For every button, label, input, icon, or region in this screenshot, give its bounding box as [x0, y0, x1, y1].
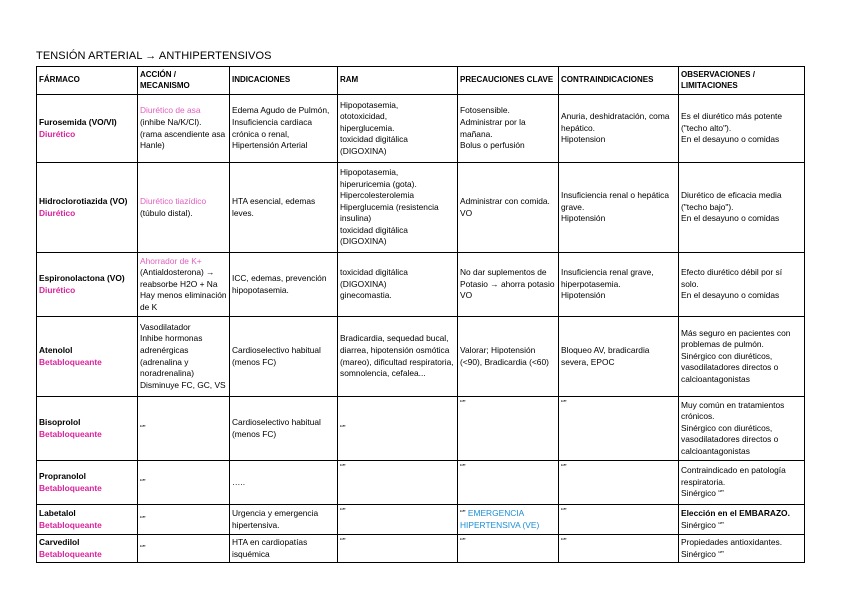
indications-text: …..: [232, 476, 246, 487]
indications-text: HTA en cardiopatías isquémica: [232, 536, 308, 559]
contraindications-cell: [559, 253, 679, 317]
table-header-row: [37, 67, 805, 95]
observations-text: Diurético de eficacia media ("techo bajo").: [681, 190, 782, 212]
precautions-cell: [458, 95, 559, 163]
observations-text: Muy común en tratamientos crónicos.: [681, 399, 785, 422]
action-text: “”: [140, 542, 146, 553]
drug-family: Betabloqueante: [39, 356, 102, 367]
contraindications-cell: [559, 505, 679, 535]
precautions-text: Valorar; Hipotensión (<90), Bradicardia (<60): [460, 344, 549, 367]
header-precauciones: PRECAUCIONES CLAVE: [458, 67, 559, 95]
drug-name: Hidroclorotiazida (VO): [39, 195, 128, 206]
action-text: Disminuye FC, GC, VS: [140, 379, 226, 390]
indications-cell: [230, 397, 338, 461]
precautions-text: “”: [460, 536, 466, 546]
indications-text: HTA esencial, edemas leves.: [232, 195, 316, 218]
contraindications-text: Hipotension: [561, 134, 606, 145]
indications-text: Cardioselectivo habitual (menos FC): [232, 416, 321, 439]
table-row: [37, 95, 805, 163]
drug-cell: [37, 461, 138, 505]
action-text: “”: [140, 513, 146, 524]
contraindications-cell: [559, 397, 679, 461]
drug-name: Atenolol: [39, 344, 73, 355]
observations-text: Sinérgico con diuréticos, vasodilatadores directos o calcioantagonistas: [681, 350, 779, 384]
action-text: (inhibe Na/K/Cl).: [140, 116, 202, 127]
contraindications-text: Hipotensión: [561, 213, 606, 224]
table-row: [37, 397, 805, 461]
contraindications-cell: [559, 95, 679, 163]
ram-text: ototoxicidad,: [340, 111, 388, 122]
action-text: (rama ascendiente asa Hanle): [140, 128, 226, 151]
action-text: “”: [140, 476, 146, 487]
drug-cell: [37, 253, 138, 317]
observations-text: Sinérgico “”: [681, 488, 724, 499]
observations-text: Contraindicado en patología respiratoria.: [681, 465, 786, 487]
contraindications-text: Insuficiencia renal grave, hiperpotasemia.: [561, 267, 654, 289]
action-cell: [138, 253, 230, 317]
indications-text: Cardioselectivo habitual (menos FC): [232, 344, 321, 367]
observations-cell: [679, 505, 805, 535]
precautions-cell: [458, 461, 559, 505]
observations-text: Sinérgico con diuréticos, vasodilatadores directos o calcioantagonistas: [681, 422, 779, 456]
contraindications-text: Bloqueo AV, bradicardia severa, EPOC: [561, 344, 650, 367]
action-class: Diurético tiazídico: [140, 195, 207, 206]
ram-text: “”: [340, 506, 346, 516]
observations-text: Más seguro en pacientes con problemas de pulmón.: [681, 327, 791, 350]
ram-text: “”: [340, 536, 346, 546]
drug-cell: [37, 397, 138, 461]
ram-text: hiperglucemia.: [340, 122, 395, 133]
precautions-cell: [458, 317, 559, 397]
drug-name: Bisoprolol: [39, 416, 81, 427]
ram-text: Bradicardia, sequedad bucal, diarrea, hipotensión osmótica (mareo), dificultad respiratoria, somnolencia, cefalea...: [340, 333, 454, 379]
ram-text: toxicidad digitálica (DIGOXINA): [340, 267, 408, 289]
contraindications-text: “”: [561, 506, 567, 516]
drug-family: Betabloqueante: [39, 519, 102, 530]
drug-family: Diurético: [39, 207, 76, 218]
indications-cell: [230, 461, 338, 505]
indications-cell: [230, 535, 338, 563]
action-text: Vasodilatador: [140, 321, 191, 332]
precautions-cell: [458, 397, 559, 461]
contraindications-text: “”: [561, 536, 567, 546]
observations-text: En el desayuno o comidas: [681, 290, 780, 301]
antihypertensives-table: [36, 66, 805, 563]
indications-text: Urgencia y emergencia hipertensiva.: [232, 507, 319, 530]
ram-text: “”: [340, 462, 346, 472]
indications-text: ICC, edemas, prevención hipopotasemia.: [232, 272, 327, 295]
ram-cell: [338, 505, 458, 535]
contraindications-text: Hipotensión: [561, 290, 606, 301]
table-row: [37, 461, 805, 505]
contraindications-cell: [559, 461, 679, 505]
action-cell: [138, 461, 230, 505]
observations-cell: [679, 317, 805, 397]
ram-cell: [338, 163, 458, 253]
page-title: TENSIÓN ARTERIAL → ANTHIPERTENSIVOS: [36, 50, 272, 62]
ram-text: toxicidad digitálica (DIGOXINA): [340, 224, 408, 247]
indications-cell: [230, 253, 338, 317]
drug-cell: [37, 535, 138, 563]
precautions-cell: [458, 505, 559, 535]
drug-name: Carvedilol: [39, 536, 80, 547]
table-row: [37, 505, 805, 535]
ram-text: “”: [340, 422, 346, 433]
drug-cell: [37, 317, 138, 397]
observations-cell: [679, 95, 805, 163]
drug-cell: [37, 163, 138, 253]
indications-cell: [230, 505, 338, 535]
drug-name: Furosemida (VO/VI): [39, 116, 117, 127]
contraindications-text: Insuficiencia renal o hepática grave.: [561, 190, 670, 212]
table-row: [37, 163, 805, 253]
indications-cell: [230, 95, 338, 163]
precautions-text: Fotosensible.: [460, 105, 510, 116]
action-text: (Antialdosterona) → reabsorbe H2O + Na: [140, 267, 218, 289]
drug-name: Espironolactona (VO): [39, 272, 125, 283]
ram-cell: [338, 461, 458, 505]
drug-family: Betabloqueante: [39, 482, 102, 493]
precautions-text: No dar suplementos de Potasio → ahorra potasio: [460, 267, 555, 289]
action-cell: [138, 163, 230, 253]
precautions-cell: [458, 253, 559, 317]
action-cell: [138, 505, 230, 535]
table-row: [37, 317, 805, 397]
drug-family: Betabloqueante: [39, 428, 102, 439]
observations-highlight: Elección en el EMBARAZO.: [681, 507, 790, 518]
observations-cell: [679, 163, 805, 253]
observations-cell: [679, 253, 805, 317]
ram-text: Hipercolesterolemia: [340, 190, 415, 201]
action-class: Diurético de asa: [140, 105, 201, 116]
table-row: [37, 535, 805, 563]
contraindications-text: “”: [561, 398, 567, 408]
observations-text: Sinérgico “”: [681, 519, 724, 530]
ram-text: Hipopotasemia,: [340, 99, 399, 110]
observations-cell: [679, 397, 805, 461]
header-observaciones: OBSERVACIONES / LIMITACIONES: [679, 67, 805, 95]
observations-text: Propiedades antioxidantes.: [681, 536, 783, 547]
ram-cell: [338, 397, 458, 461]
drug-family: Diurético: [39, 128, 76, 139]
observations-cell: [679, 461, 805, 505]
action-text: (túbulo distal).: [140, 207, 193, 218]
precautions-text: Administrar por la mañana.: [460, 116, 526, 139]
precautions-text: Administrar con comida.: [460, 195, 550, 206]
precautions-text: “”: [460, 462, 466, 472]
contraindications-cell: [559, 535, 679, 563]
drug-name: Labetalol: [39, 507, 76, 518]
precautions-cell: [458, 163, 559, 253]
indications-cell: [230, 317, 338, 397]
drug-cell: [37, 95, 138, 163]
drug-family: Diurético: [39, 284, 76, 295]
ram-text: Hiperglucemia (resistencia insulina): [340, 201, 439, 224]
precautions-text: Bolus o perfusión: [460, 140, 525, 151]
action-cell: [138, 317, 230, 397]
action-text: “”: [140, 422, 146, 433]
ram-text: ginecomastia.: [340, 290, 392, 301]
observations-text: Efecto diurético débil por sí solo.: [681, 267, 783, 289]
ram-text: toxicidad digitálica (DIGOXINA): [340, 134, 408, 156]
observations-text: Sinérgico “”: [681, 548, 724, 559]
header-indicaciones: INDICACIONES: [230, 67, 338, 95]
drug-family: Betabloqueante: [39, 548, 102, 559]
indications-text: Edema Agudo de Pulmón, Insuficiencia cardiaca crónica o renal, Hipertensión Arterial: [232, 105, 330, 151]
ram-cell: [338, 95, 458, 163]
contraindications-text: “”: [561, 462, 567, 472]
observations-text: En el desayuno o comidas: [681, 134, 780, 145]
precautions-ditto: “”: [460, 507, 466, 518]
header-accion: ACCIÓN / MECANISMO: [138, 67, 230, 95]
ram-cell: [338, 253, 458, 317]
observations-text: Es el diurético más potente ("techo alto").: [681, 111, 783, 133]
header-ram: RAM: [338, 67, 458, 95]
header-contraindicaciones: CONTRAINDICACIONES: [559, 67, 679, 95]
contraindications-cell: [559, 163, 679, 253]
precautions-text: VO: [460, 290, 473, 301]
ram-cell: [338, 317, 458, 397]
precautions-highlight: EMERGENCIA HIPERTENSIVA (VE): [460, 507, 540, 530]
drug-name: Propranolol: [39, 470, 86, 481]
header-farmaco: FÁRMACO: [37, 67, 138, 95]
ram-text: hiperuricemia (gota).: [340, 178, 417, 189]
table-row: [37, 253, 805, 317]
precautions-text: VO: [460, 207, 473, 218]
drug-cell: [37, 505, 138, 535]
observations-cell: [679, 535, 805, 563]
action-class: Ahorrador de K+: [140, 255, 202, 266]
observations-text: En el desayuno o comidas: [681, 213, 780, 224]
action-text: Hay menos eliminación de K: [140, 290, 227, 312]
ram-text: Hipopotasemia,: [340, 166, 399, 177]
contraindications-cell: [559, 317, 679, 397]
precautions-text: “”: [460, 398, 466, 408]
contraindications-text: Anuria, deshidratación, coma hepático.: [561, 111, 670, 133]
action-cell: [138, 535, 230, 563]
action-cell: [138, 397, 230, 461]
indications-cell: [230, 163, 338, 253]
action-text: Inhibe hormonas adrenérgicas (adrenalina y noradrenalina): [140, 333, 203, 379]
precautions-cell: [458, 535, 559, 563]
ram-cell: [338, 535, 458, 563]
action-cell: [138, 95, 230, 163]
